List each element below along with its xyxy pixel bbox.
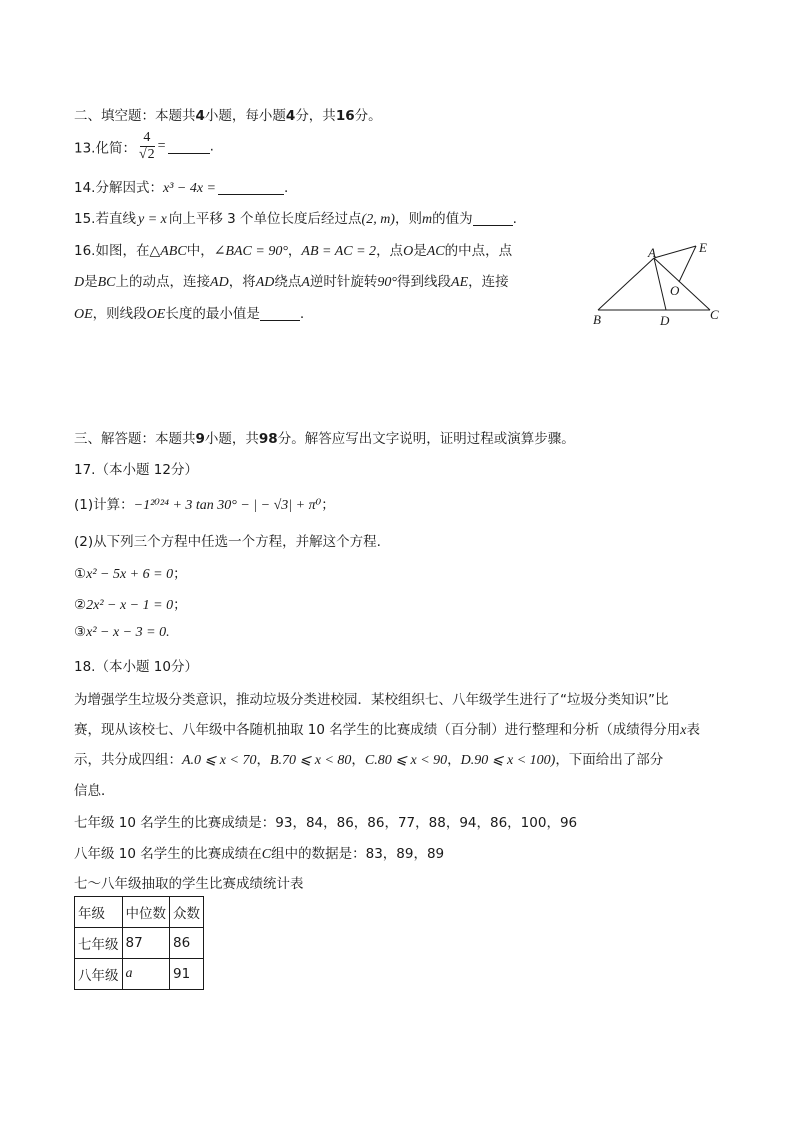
segment-AB bbox=[598, 258, 654, 310]
math-point: D bbox=[74, 275, 85, 290]
question-text: 赛，现从该校七、八年级中各随机抽取 10 名学生的比赛成绩（百分制）进行整理和分析（成绩得分用 bbox=[74, 722, 681, 738]
part-label: (1)计算： bbox=[74, 497, 134, 513]
section3-heading bbox=[74, 427, 575, 447]
question-text: 是 bbox=[413, 243, 427, 259]
math-point: (2, m) bbox=[361, 212, 395, 227]
grade8-c-group bbox=[74, 842, 444, 863]
question-15 bbox=[74, 207, 517, 228]
math-segment: AE bbox=[451, 275, 469, 290]
circled-number: ③ bbox=[74, 624, 87, 640]
label-D: D bbox=[660, 313, 670, 328]
question-18-text-4: 信息． bbox=[74, 783, 115, 799]
math-equation: 2x² − x − 1 = 0 bbox=[86, 598, 174, 613]
answer-blank bbox=[473, 211, 513, 226]
separator: ， bbox=[256, 752, 270, 768]
heading-text: 二、填空题：本题共 bbox=[74, 108, 196, 124]
separator: ， bbox=[447, 752, 461, 768]
question-18-text-1: 为增强学生垃圾分类意识，推动垃圾分类进校园．某校组织七、八年级学生进行了“垃圾分类知识”比 bbox=[74, 692, 669, 708]
question-17-part-1 bbox=[74, 493, 335, 514]
question-text: ，则 bbox=[394, 211, 422, 227]
question-text: 示，共分成四组： bbox=[74, 752, 182, 768]
circled-number: ② bbox=[74, 597, 87, 613]
group-c: C.80 ⩽ x < 90 bbox=[364, 753, 448, 768]
math-expression: x³ − 4x = bbox=[162, 181, 217, 196]
table-cell: 91 bbox=[170, 959, 204, 990]
math-segment: AD bbox=[210, 275, 229, 290]
math-segment: OE bbox=[146, 307, 166, 322]
question-text: ，则线段 bbox=[92, 306, 147, 322]
group-d: D.90 ⩽ x < 100) bbox=[460, 753, 556, 768]
label-B: B bbox=[593, 312, 601, 327]
heading-text: 小题，共 bbox=[204, 431, 259, 447]
table-cell: 八年级 bbox=[75, 959, 123, 990]
equation-3 bbox=[74, 624, 170, 641]
points-each: 4 bbox=[285, 108, 296, 124]
heading-text: 分。解答应写出文字说明，证明过程或演算步骤。 bbox=[277, 431, 575, 447]
question-count: 4 bbox=[195, 108, 205, 124]
math-segment: AD bbox=[255, 275, 275, 290]
question-text: ，点 bbox=[376, 243, 404, 259]
segment-AC bbox=[654, 258, 710, 310]
math-point: O bbox=[403, 244, 414, 259]
question-text: ，连接 bbox=[468, 274, 509, 290]
radicand: 2 bbox=[147, 147, 155, 162]
semicolon: ； bbox=[173, 566, 187, 582]
equation-2 bbox=[74, 593, 187, 614]
math-variable: C bbox=[261, 847, 272, 862]
period: . bbox=[209, 138, 214, 155]
math-equation: x² − x − 3 = 0. bbox=[86, 625, 170, 640]
question-16-line-1 bbox=[74, 239, 512, 260]
question-text: 16.如图，在 bbox=[74, 243, 150, 259]
question-text: 逆时针旋转 bbox=[309, 274, 378, 290]
answer-blank bbox=[260, 306, 300, 321]
points-total: 98 bbox=[258, 431, 278, 447]
question-text: 长度的最小值是 bbox=[165, 306, 260, 322]
heading-text: 三、解答题：本题共 bbox=[74, 431, 196, 447]
heading-text: 分。 bbox=[354, 108, 382, 124]
question-text: 向上平移 3 个单位长度后经过点 bbox=[168, 211, 362, 227]
math-variable: x bbox=[680, 723, 687, 738]
question-14 bbox=[74, 176, 288, 197]
table-cell: 七年级 bbox=[75, 928, 123, 959]
math-variable: m bbox=[421, 212, 433, 227]
math-angle: ∠BAC = 90° bbox=[213, 244, 288, 259]
label-E: E bbox=[699, 240, 707, 255]
semicolon: ； bbox=[173, 597, 187, 613]
math-segment: OE bbox=[74, 307, 93, 322]
answer-blank bbox=[218, 180, 284, 195]
question-18-text-2 bbox=[74, 718, 700, 739]
section2-heading bbox=[74, 104, 382, 124]
math-segment: BC bbox=[97, 275, 116, 290]
group-b: B.70 ⩽ x < 80 bbox=[269, 753, 352, 768]
math-point: A bbox=[301, 275, 310, 290]
question-prefix: 14.分解因式： bbox=[74, 180, 163, 196]
fraction-denominator: √2 bbox=[138, 147, 155, 162]
question-text: 的中点，点 bbox=[444, 243, 513, 259]
table-cell: a bbox=[122, 959, 170, 990]
question-13 bbox=[74, 130, 214, 163]
question-text: 表 bbox=[686, 722, 700, 738]
math-expression: −1²⁰²⁴ + 3 tan 30° − | − √3| + π⁰ bbox=[133, 498, 322, 513]
label-C: C bbox=[710, 307, 719, 322]
equation-1 bbox=[74, 562, 187, 583]
table-header-row bbox=[75, 897, 204, 928]
question-text: ，下面给出了部分 bbox=[555, 752, 664, 768]
question-18-title: 18.（本小题 10分） bbox=[74, 659, 198, 675]
math-sides: AB = AC = 2 bbox=[301, 244, 377, 259]
question-text: 得到线段 bbox=[397, 274, 452, 290]
question-count: 9 bbox=[195, 431, 205, 447]
segment-AD bbox=[654, 258, 666, 310]
math-angle: 90° bbox=[377, 275, 398, 290]
answer-blank bbox=[168, 139, 210, 154]
points-total: 16 bbox=[335, 108, 355, 124]
label-A: A bbox=[648, 245, 656, 260]
table-header-cell: 众数 bbox=[170, 897, 204, 928]
question-prefix: 13.化简： bbox=[74, 140, 136, 157]
table-title: 七～八年级抽取的学生比赛成绩统计表 bbox=[74, 876, 304, 892]
period: . bbox=[284, 180, 289, 196]
question-16-line-3 bbox=[74, 302, 304, 323]
question-text: 15.若直线 bbox=[74, 211, 136, 227]
segment-OE bbox=[679, 246, 696, 282]
table-cell: 86 bbox=[170, 928, 204, 959]
question-text: ，将 bbox=[228, 274, 256, 290]
stats-table bbox=[74, 896, 204, 990]
circled-number: ① bbox=[74, 566, 87, 582]
fraction bbox=[139, 130, 155, 163]
question-text: 的值为 bbox=[432, 211, 473, 227]
math-line: y = x bbox=[137, 212, 167, 227]
fraction-numerator: 4 bbox=[140, 130, 153, 147]
question-16-line-2 bbox=[74, 270, 509, 291]
group-a: A.0 ⩽ x < 70 bbox=[182, 753, 257, 768]
grade7-scores: 七年级 10 名学生的比赛成绩是：93，84，86，86，77，88，94，86，100，96 bbox=[74, 815, 578, 831]
question-text: 绕点 bbox=[274, 274, 302, 290]
question-text: 八年级 10 名学生的比赛成绩在 bbox=[74, 846, 262, 862]
table-cell: 87 bbox=[122, 928, 170, 959]
table-row bbox=[75, 928, 204, 959]
math-segment: AC bbox=[426, 244, 445, 259]
period: . bbox=[512, 211, 517, 227]
table-header-cell: 中位数 bbox=[122, 897, 170, 928]
period: . bbox=[299, 306, 305, 322]
math-equation: x² − 5x + 6 = 0 bbox=[86, 567, 174, 582]
math-triangle: △ABC bbox=[149, 244, 187, 259]
question-text: 上的动点，连接 bbox=[115, 274, 211, 290]
label-O: O bbox=[670, 283, 680, 298]
heading-text: 分，共 bbox=[295, 108, 336, 124]
question-text: 组中的数据是：83，89，89 bbox=[271, 846, 445, 862]
segment-AE bbox=[654, 246, 696, 258]
question-text: ， bbox=[287, 243, 302, 259]
question-17-part-2: (2)从下列三个方程中任选一个方程，并解这个方程. bbox=[74, 534, 381, 550]
equals-sign: = bbox=[157, 138, 166, 154]
semicolon: ； bbox=[321, 497, 335, 513]
table-header-cell: 年级 bbox=[75, 897, 123, 928]
heading-text: 小题，每小题 bbox=[204, 108, 286, 124]
separator: ， bbox=[351, 752, 365, 768]
question-17-title: 17.（本小题 12分） bbox=[74, 462, 198, 478]
question-text: 中， bbox=[186, 243, 214, 259]
question-18-text-3 bbox=[74, 748, 663, 769]
question-text: 是 bbox=[84, 274, 98, 290]
table-row bbox=[75, 959, 204, 990]
triangle-figure bbox=[586, 236, 726, 330]
